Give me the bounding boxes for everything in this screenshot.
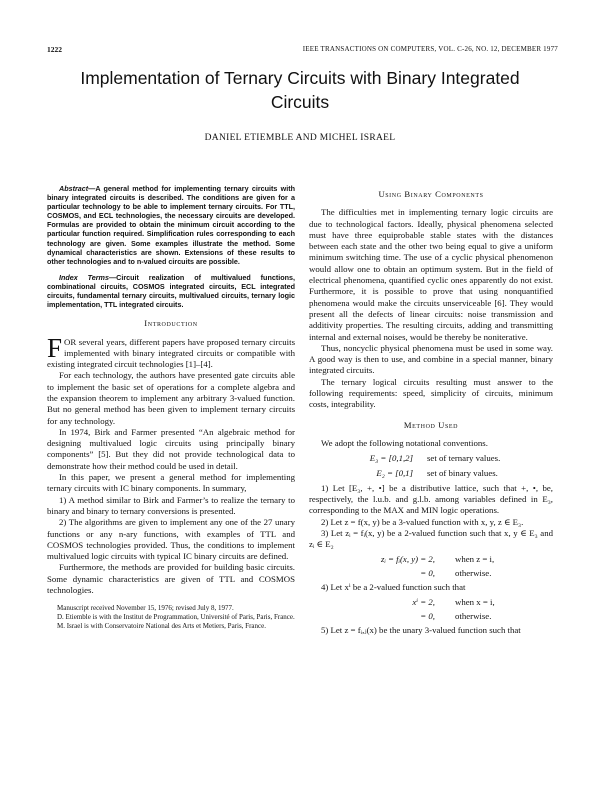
intro-paragraph-4: In this paper, we present a general method for implementing ternary circuits with IC binary components. In summary, bbox=[47, 472, 295, 494]
method-item-4: 4) Let xⁱ be a 2-valued function such that bbox=[321, 582, 466, 593]
zi-otherwise-value: = 0, bbox=[420, 567, 435, 578]
e2-definition: E₂ = [0,1] bbox=[376, 467, 413, 478]
equation-xi-row-2 bbox=[309, 611, 553, 622]
footnote-israel: M. Israel is with Conservatoire National des Arts et Metiers, Paris, France. bbox=[57, 621, 266, 630]
equation-zi bbox=[309, 554, 553, 580]
xi-otherwise-value: = 0, bbox=[420, 610, 435, 621]
footnotes bbox=[47, 604, 295, 630]
index-terms-text: —Circuit realization of multivalued functions, combinational circuits, COSMOS integrated circuits, ECL integrated circuits, fundamental ternary circuits, multivalued circuits, ternary logic implementation, TTL integrated circuits. bbox=[47, 272, 295, 310]
method-item-5: 5) Let z = fᵢ,ⱼ(x) be the unary 3-valued function such that bbox=[321, 625, 521, 636]
xi-otherwise: otherwise. bbox=[455, 610, 492, 621]
footnote-manuscript: Manuscript received November 15, 1976; revised July 8, 1977. bbox=[57, 604, 234, 613]
e3-definition: E₃ = [0,1,2] bbox=[369, 453, 413, 464]
equation-zi-row-1 bbox=[309, 554, 553, 565]
intro-paragraph-3: In 1974, Birk and Farmer presented “An algebraic method for designing multivalued logic circuits using principally binary components” [5]. But they did not provide technological data to demonstrate how their method could be used in detail. bbox=[47, 426, 295, 471]
zi-condition: when z = i, bbox=[455, 553, 495, 564]
notation-e2 bbox=[309, 468, 553, 479]
index-terms-lead: Index Terms bbox=[59, 272, 109, 282]
paper-title: Implementation of Ternary Circuits with Binary Integrated Circuits bbox=[80, 68, 520, 112]
equation-zi-row-2 bbox=[309, 568, 553, 579]
paper-authors: DANIEL ETIEMBLE AND MICHEL ISRAEL bbox=[204, 133, 396, 143]
equation-xi-row-1 bbox=[309, 597, 553, 608]
e2-description: set of binary values. bbox=[427, 467, 498, 478]
xi-expression: xⁱ = 2, bbox=[412, 596, 435, 607]
binary-paragraph-1: The difficulties met in implementing ternary logic circuits are due to technological factors. Ideally, physical phenomena selected must have three equiprobable stable states with the distances between each state and the other two being equal to give a uniform minimum switching time. The use of a cyclic physical phenomenon would allow one to obtain an optimum system. But in the field of electrical phenomena, quantified cyclic ones apparently do not exist. Furthermore, it is possible to prove that using nonquantified phenomena would make the circuits unserviceable [6]. They would present all the defects of linear circuits: noise transmission and additivity properties. The resulting circuits, adding and transmitting internal and external noises, would be thereby be noniterative. bbox=[309, 207, 553, 342]
introduction-heading: Introduction bbox=[144, 318, 198, 329]
intro-paragraph-1 bbox=[47, 332, 295, 371]
xi-condition: when x = i, bbox=[455, 596, 495, 607]
method-item-1: 1) Let [E₃, +, •] be a distributive lattice, such that +, •, be, respectively, the l.u.b. and g.l.b. among variables defined in E₃, corresponding to the MAX and MIN logic operations. bbox=[309, 482, 553, 516]
zi-expression: zᵢ = fᵢ(x, y) = 2, bbox=[381, 553, 435, 564]
notation-e3 bbox=[309, 453, 553, 464]
binary-components-heading: Using Binary Components bbox=[378, 189, 484, 199]
journal-header: IEEE TRANSACTIONS ON COMPUTERS, VOL. C-26, NO. 12, DECEMBER 1977 bbox=[302, 45, 558, 53]
notation-block bbox=[309, 453, 553, 479]
intro-list-item-1: 1) A method similar to Birk and Farmer’s to realize the ternary to binary and binary to ternary conversions is presented. bbox=[47, 494, 295, 516]
e3-description: set of ternary values. bbox=[427, 453, 501, 464]
abstract-text: —A general method for implementing ternary circuits with binary integrated circuits is described. The conditions are given for a particular technology to be able to implement ternary circuits. For TTL, COSMOS, and ECL technologies, the necessary circuits are developed. Formulas are provided to obtain the minimum circuit according to the particular function required. Simplification rules corresponding to each technology are given. Some examples illustrate the method. Some dynamical characteristics are shown. Extensions of these results to other technologies and to n-valued circuits are possible. bbox=[47, 184, 295, 266]
right-column bbox=[309, 180, 553, 636]
binary-paragraph-3: The ternary logical circuits resulting must answer to the following requirements: speed, simplicity of circuits, minimum costs, integrability. bbox=[309, 376, 553, 410]
abstract bbox=[47, 184, 295, 266]
intro-paragraph-2: For each technology, the authors have presented gate circuits able to implement the basic set of operations for a complete algebra and the expansion theorem to implement any arbitrary 3-valued function. But no general method has been given to implement ternary circuits for any technology. bbox=[47, 370, 295, 426]
left-column bbox=[47, 180, 295, 630]
page-number: 1222 bbox=[47, 45, 62, 54]
intro-paragraph-1-text: OR several years, different papers have proposed ternary circuits implemented with binary integrated circuits or compatible with existing integrated circuit technologies [1]–[4]. bbox=[47, 336, 295, 370]
intro-list-item-2: 2) The algorithms are given to implement any one of the 27 unary functions or any n-ary functions, with examples of TTL and COSMOS technologies provided. Thus, the conditions to implement multivalued logic circuits with typical IC binary circuits are defined. bbox=[47, 517, 295, 562]
intro-paragraph-5: Furthermore, the methods are provided for building basic circuits. Some dynamic characteristics are given of TTL and COSMOS technologies. bbox=[47, 562, 295, 596]
abstract-lead: Abstract bbox=[59, 184, 89, 193]
footnote-etiemble: D. Etiemble is with the Institut de Programmation, Université of Paris, Paris, France. bbox=[57, 612, 295, 621]
index-terms bbox=[47, 273, 295, 309]
dropcap-letter: F bbox=[47, 332, 63, 363]
equation-xi bbox=[309, 597, 553, 623]
method-heading: Method Used bbox=[403, 419, 459, 430]
zi-otherwise: otherwise. bbox=[455, 567, 492, 578]
method-intro: We adopt the following notational conventions. bbox=[321, 437, 488, 448]
method-item-2: 2) Let z = f(x, y) be a 3-valued function with x, y, z ∈ E₃. bbox=[321, 516, 524, 527]
method-item-3: 3) Let zᵢ = fᵢ(x, y) be a 2-valued function such that x, y ∈ E₃ and zᵢ ∈ E₂ bbox=[309, 528, 553, 550]
binary-paragraph-2: Thus, noncyclic physical phenomena must be used in some way. A good way is then to use, and combine in a special manner, binary integrated circuits. bbox=[309, 342, 553, 376]
